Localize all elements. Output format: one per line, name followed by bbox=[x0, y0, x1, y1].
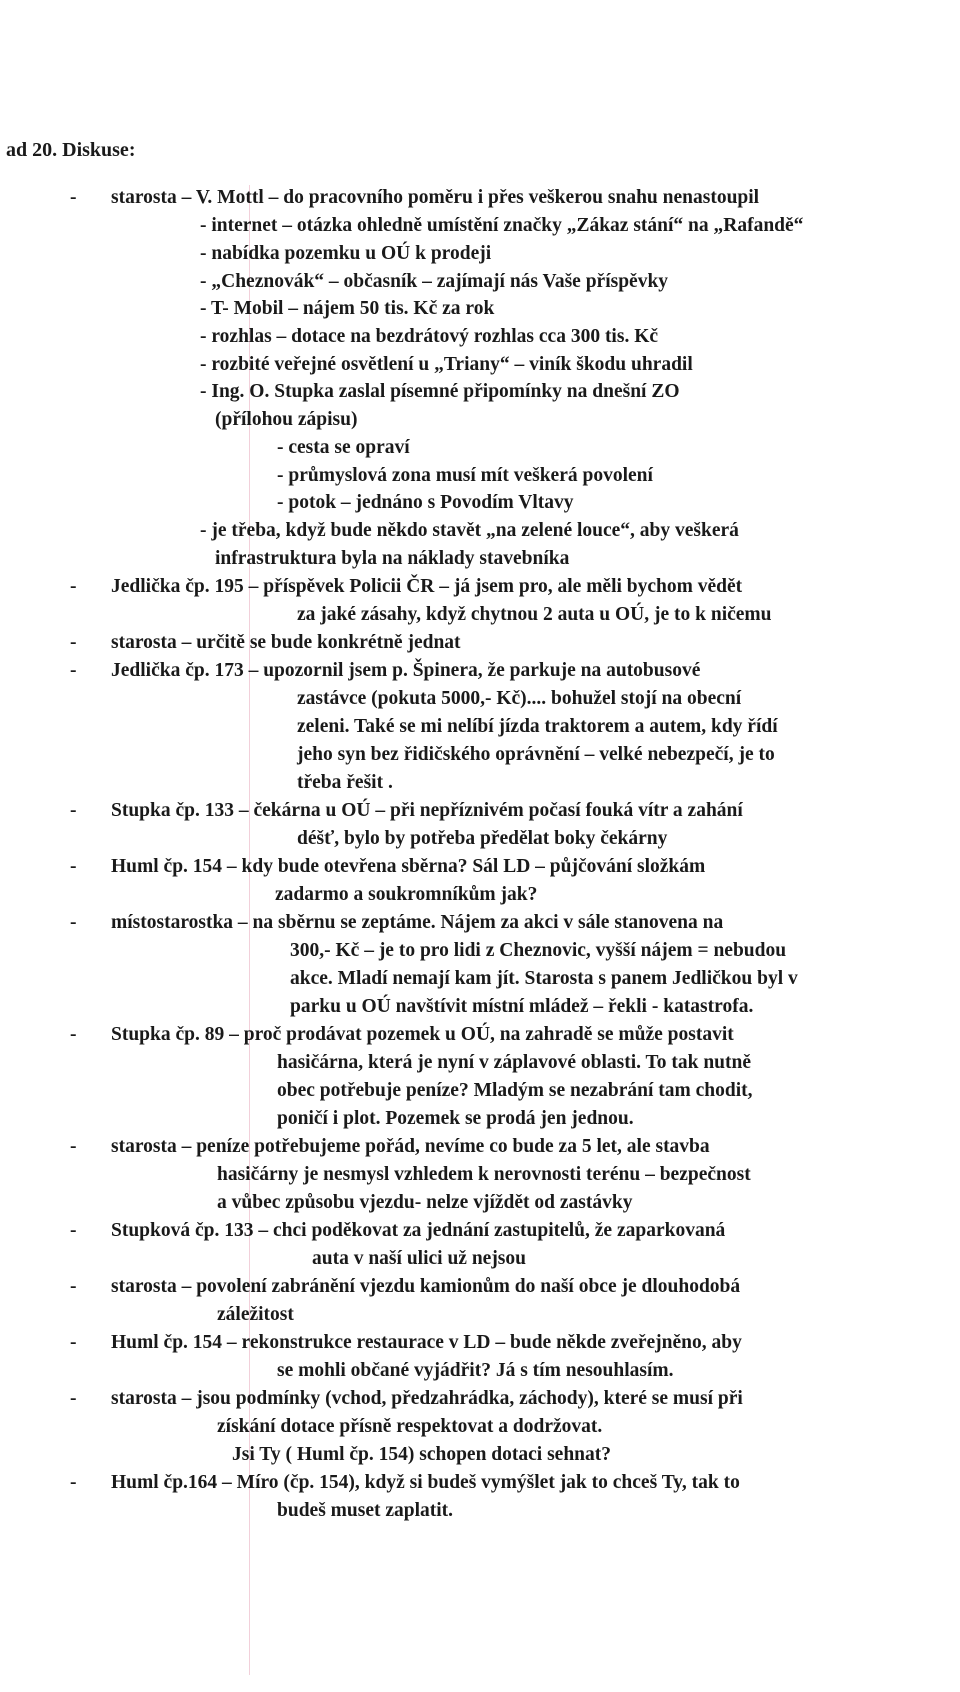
discussion-line: poničí i plot. Pozemek se prodá jen jednou. bbox=[277, 1108, 634, 1129]
discussion-line: - nabídka pozemku u OÚ k prodeji bbox=[200, 243, 492, 264]
discussion-line: zeleni. Také se mi nelíbí jízda traktorem a autem, kdy řídí bbox=[297, 716, 778, 737]
discussion-line: - je třeba, když bude někdo stavět „na zelené louce“, aby veškerá bbox=[200, 520, 739, 541]
discussion-entry: starosta – určitě se bude konkrétně jednat bbox=[111, 632, 461, 653]
discussion-line: - potok – jednáno s Povodím Vltavy bbox=[277, 492, 574, 513]
discussion-line: zadarmo a soukromníkům jak? bbox=[275, 884, 538, 905]
discussion-entry: starosta – V. Mottl – do pracovního poměru i přes veškerou snahu nenastoupil bbox=[111, 187, 760, 208]
discussion-entry: Stupka čp. 133 – čekárna u OÚ – při nepříznivém počasí fouká vítr a zahání bbox=[111, 800, 743, 821]
discussion-line: - „Cheznovák“ – občasník – zajímají nás Vaše příspěvky bbox=[200, 271, 669, 292]
discussion-line: - rozbité veřejné osvětlení u „Triany“ – viník škodu uhradil bbox=[200, 354, 693, 375]
speaker-dash: - bbox=[70, 632, 77, 653]
discussion-line: - Ing. O. Stupka zaslal písemné připomínky na dnešní ZO bbox=[200, 381, 680, 402]
discussion-line: (přílohou zápisu) bbox=[215, 409, 358, 430]
speaker-dash: - bbox=[70, 912, 77, 933]
discussion-line: zastávce (pokuta 5000,- Kč).... bohužel stojí na obecní bbox=[297, 688, 742, 709]
discussion-line: - internet – otázka ohledně umístění značky „Zákaz stání“ na „Rafandě“ bbox=[200, 215, 804, 236]
discussion-line: Jsi Ty ( Huml čp. 154) schopen dotaci sehnat? bbox=[232, 1444, 612, 1465]
discussion-line: 300,- Kč – je to pro lidi z Cheznovic, vyšší nájem = nebudou bbox=[290, 940, 787, 961]
discussion-line: se mohli občané vyjádřit? Já s tím nesouhlasím. bbox=[277, 1360, 674, 1381]
speaker-dash: - bbox=[70, 1136, 77, 1157]
discussion-entry: Jedlička čp. 195 – příspěvek Policii ČR – já jsem pro, ale měli bychom vědět bbox=[111, 576, 743, 597]
discussion-line: získání dotace přísně respektovat a dodržovat. bbox=[217, 1416, 603, 1437]
discussion-line: hasičárna, která je nyní v záplavové oblasti. To tak nutně bbox=[277, 1052, 752, 1073]
discussion-line: parku u OÚ navštívit místní mládež – řekli - katastrofa. bbox=[290, 996, 754, 1017]
discussion-line: - průmyslová zona musí mít veškerá povolení bbox=[277, 465, 653, 486]
discussion-entry: Huml čp. 154 – kdy bude otevřena sběrna? Sál LD – půjčování složkám bbox=[111, 856, 706, 877]
speaker-dash: - bbox=[70, 660, 77, 681]
discussion-line: déšť, bylo by potřeba předělat boky čekárny bbox=[297, 828, 668, 849]
discussion-line: hasičárny je nesmysl vzhledem k nerovnosti terénu – bezpečnost bbox=[217, 1164, 751, 1185]
discussion-entry: Huml čp. 154 – rekonstrukce restaurace v LD – bude někde zveřejněno, aby bbox=[111, 1332, 742, 1353]
discussion-entry: starosta – jsou podmínky (vchod, předzahrádka, záchody), které se musí při bbox=[111, 1388, 743, 1409]
speaker-dash: - bbox=[70, 800, 77, 821]
section-heading: ad 20. Diskuse: bbox=[6, 139, 136, 161]
discussion-line: záležitost bbox=[217, 1304, 294, 1325]
speaker-dash: - bbox=[70, 1332, 77, 1353]
discussion-line: třeba řešit . bbox=[297, 772, 393, 793]
speaker-dash: - bbox=[70, 187, 77, 208]
discussion-line: auta v naší ulici už nejsou bbox=[312, 1248, 526, 1269]
discussion-line: - cesta se opraví bbox=[277, 437, 410, 458]
discussion-line: budeš muset zaplatit. bbox=[277, 1500, 454, 1521]
discussion-entry: Huml čp.164 – Míro (čp. 154), když si budeš vymýšlet jak to chceš Ty, tak to bbox=[111, 1472, 740, 1493]
discussion-entry: Stupková čp. 133 – chci poděkovat za jednání zastupitelů, že zaparkovaná bbox=[111, 1220, 726, 1241]
speaker-dash: - bbox=[70, 856, 77, 877]
speaker-dash: - bbox=[70, 1472, 77, 1493]
discussion-line: za jaké zásahy, když chytnou 2 auta u OÚ, je to k ničemu bbox=[297, 604, 772, 625]
discussion-line: - rozhlas – dotace na bezdrátový rozhlas cca 300 tis. Kč bbox=[200, 326, 659, 347]
speaker-dash: - bbox=[70, 1024, 77, 1045]
discussion-line: akce. Mladí nemají kam jít. Starosta s panem Jedličkou byl v bbox=[290, 968, 798, 989]
speaker-dash: - bbox=[70, 1220, 77, 1241]
speaker-dash: - bbox=[70, 1388, 77, 1409]
discussion-entry: Stupka čp. 89 – proč prodávat pozemek u OÚ, na zahradě se může postavit bbox=[111, 1024, 734, 1045]
discussion-line: - T- Mobil – nájem 50 tis. Kč za rok bbox=[200, 298, 495, 319]
discussion-line: jeho syn bez řidičského oprávnění – velké nebezpečí, je to bbox=[297, 744, 775, 765]
speaker-dash: - bbox=[70, 576, 77, 597]
discussion-entry: místostarostka – na sběrnu se zeptáme. Nájem za akci v sále stanovena na bbox=[111, 912, 724, 933]
discussion-line: a vůbec způsobu vjezdu- nelze vjíždět od zastávky bbox=[217, 1192, 633, 1213]
discussion-entry: Jedlička čp. 173 – upozornil jsem p. Špinera, že parkuje na autobusové bbox=[111, 660, 701, 681]
discussion-line: infrastruktura byla na náklady stavebníka bbox=[215, 548, 570, 569]
speaker-dash: - bbox=[70, 1276, 77, 1297]
discussion-line: obec potřebuje peníze? Mladým se nezabrání tam chodit, bbox=[277, 1080, 753, 1101]
discussion-entry: starosta – peníze potřebujeme pořád, nevíme co bude za 5 let, ale stavba bbox=[111, 1136, 710, 1157]
discussion-entry: starosta – povolení zabránění vjezdu kamionům do naší obce je dlouhodobá bbox=[111, 1276, 741, 1297]
